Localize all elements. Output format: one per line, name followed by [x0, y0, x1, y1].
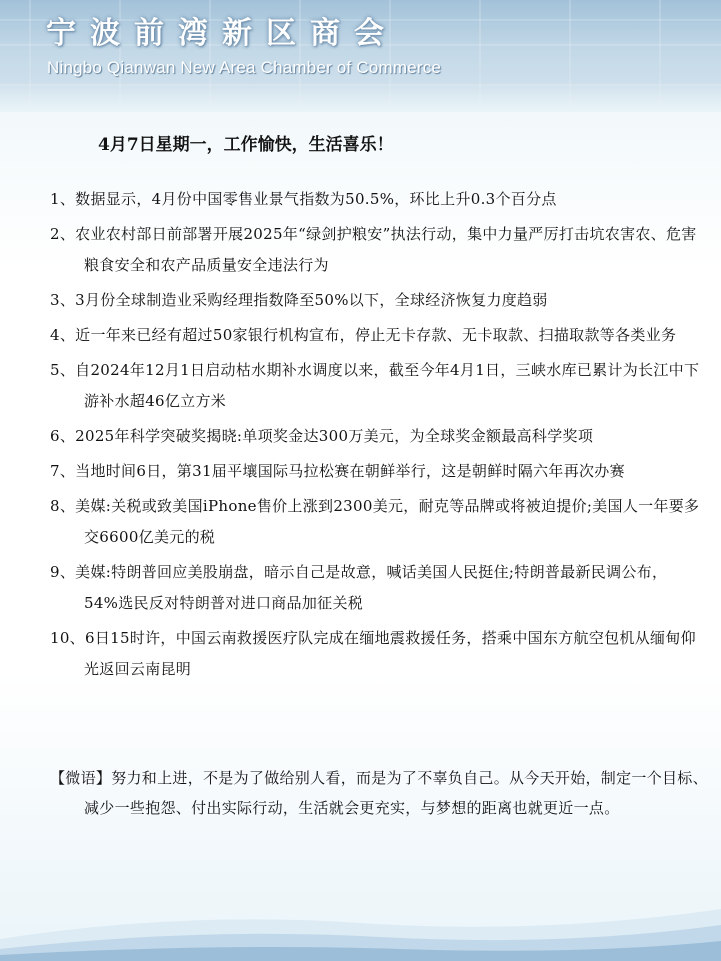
news-item: 8、美媒:关税或致美国iPhone售价上涨到2300美元，耐克等品牌或将被迫提价;美国人一年要多交6600亿美元的税 — [50, 497, 700, 546]
news-item: 9、美媒:特朗普回应美股崩盘，暗示自己是故意，喊话美国人民挺住;特朗普最新民调公布，54%选民反对特朗普对进口商品加征关税 — [50, 563, 668, 612]
daily-quote — [50, 763, 714, 823]
date-greeting: 4月7日星期一，工作愉快，生活喜乐！ — [98, 135, 394, 155]
chamber-title-en: Ningbo Qianwan New Area Chamber of Commerce — [47, 58, 442, 77]
footer-wave-decoration — [0, 891, 721, 961]
chamber-title-cn: 宁波前湾新区商会 — [46, 16, 398, 51]
news-item: 6、2025年科学突破奖揭晓:单项奖金达300万美元，为全球奖金额最高科学奖项 — [50, 427, 594, 445]
news-item: 2、农业农村部日前部署开展2025年“绿剑护粮安”执法行动，集中力量严厉打击坑农害农、危害粮食安全和农产品质量安全违法行为 — [50, 225, 697, 274]
quote-text: 努力和上进，不是为了做给别人看，而是为了不辜负自己。从今天开始，制定一个目标、减少一些抱怨、付出实际行动，生活就会更充实，与梦想的距离也就更近一点。 — [84, 769, 708, 817]
news-item: 10、6日15时许，中国云南救援医疗队完成在缅地震救援任务，搭乘中国东方航空包机从缅甸仰光返回云南昆明 — [50, 629, 696, 678]
news-item: 3、3月份全球制造业采购经理指数降至50%以下，全球经济恢复力度趋弱 — [50, 291, 548, 309]
news-item: 5、自2024年12月1日启动枯水期补水调度以来，截至今年4月1日，三峡水库已累计为长江中下游补水超46亿立方米 — [50, 361, 700, 410]
news-item: 4、近一年来已经有超过50家银行机构宣布，停止无卡存款、无卡取款、扫描取款等各类业务 — [50, 326, 677, 344]
news-item: 7、当地时间6日，第31届平壤国际马拉松赛在朝鲜举行，这是朝鲜时隔六年再次办赛 — [50, 462, 625, 480]
quote-label: 【微语】 — [50, 769, 112, 787]
news-list — [50, 184, 700, 689]
news-item: 1、数据显示，4月份中国零售业景气指数为50.5%，环比上升0.3个百分点 — [50, 190, 557, 208]
header-banner — [0, 0, 721, 112]
